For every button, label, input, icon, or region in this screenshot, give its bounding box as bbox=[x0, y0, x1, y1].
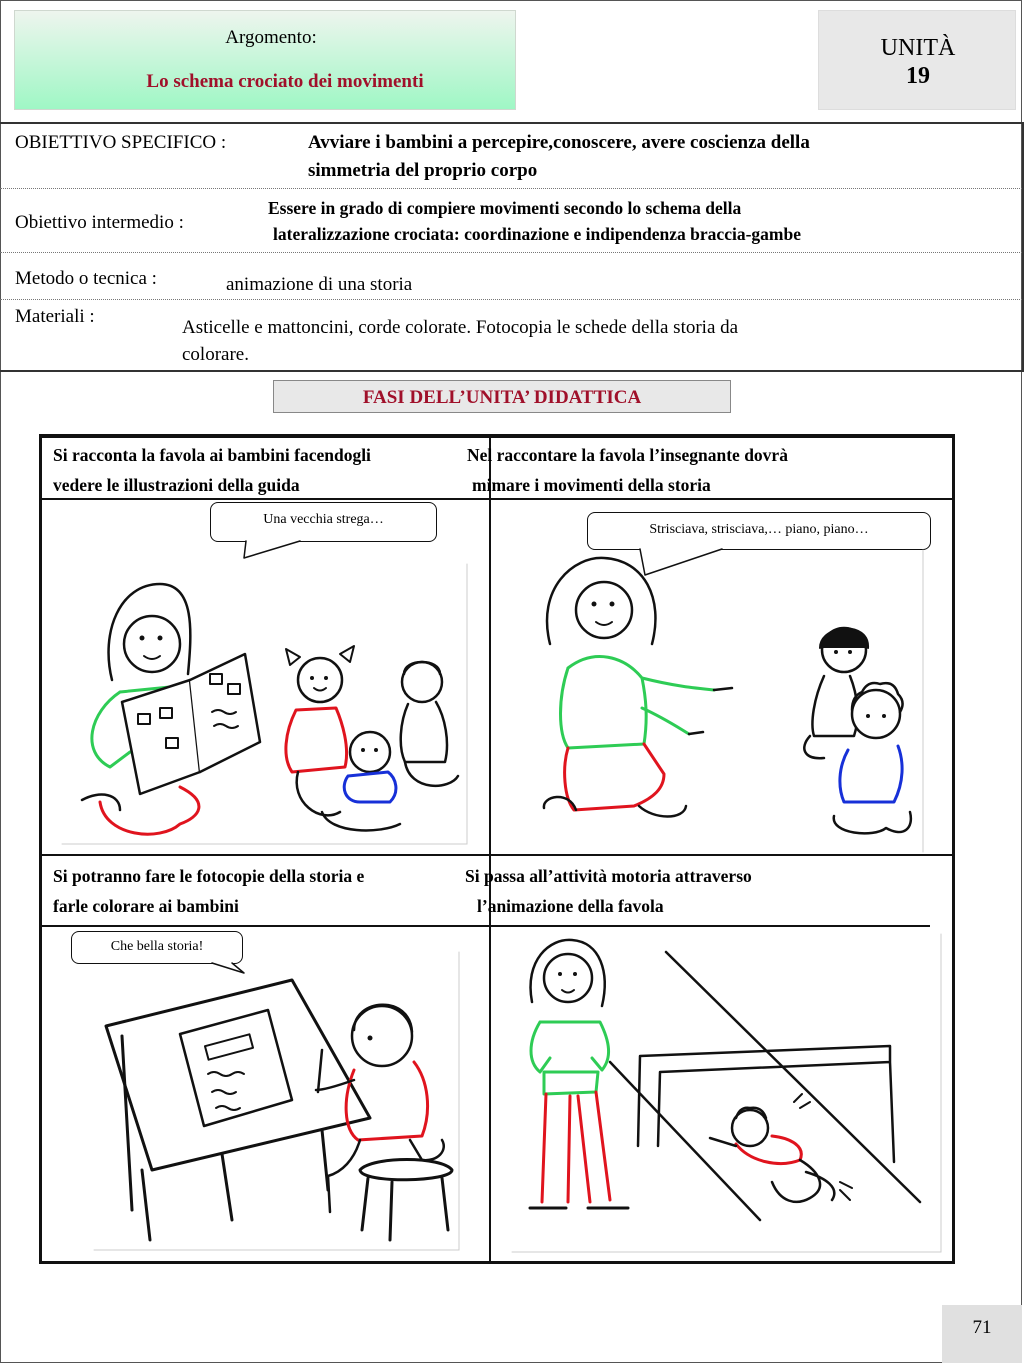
panel4-caption-line1: Si passa all’attività motoria attraverso bbox=[465, 866, 752, 886]
unit-label: UNITÀ bbox=[880, 35, 956, 61]
panel1-caption-line2: vedere le illustrazioni della guida bbox=[53, 475, 300, 495]
materials-line2: colorare. bbox=[182, 344, 249, 365]
topic-title: Lo schema crociato dei movimenti bbox=[146, 71, 424, 92]
row-divider bbox=[0, 252, 1022, 253]
unit-number: 19 bbox=[906, 63, 930, 89]
grid-middle-divider bbox=[40, 854, 952, 856]
row-divider bbox=[0, 188, 1022, 189]
illustration-teacher-reading bbox=[60, 562, 470, 846]
phases-title: FASI DELL’UNITA’ DIDATTICA bbox=[273, 380, 731, 413]
illustration-child-colouring bbox=[92, 950, 462, 1252]
materials-label: Materiali : bbox=[15, 306, 95, 327]
method-value: animazione di una storia bbox=[226, 274, 413, 295]
specific-objective-line2: simmetria del proprio corpo bbox=[308, 160, 538, 181]
specific-objective-line1: Avviare i bambini a percepire,conoscere, avere coscienza della bbox=[308, 132, 810, 153]
specific-objective-label: OBIETTIVO SPECIFICO : bbox=[15, 132, 227, 153]
unit-box bbox=[818, 10, 1016, 110]
intermediate-objective-line2: lateralizzazione crociata: coordinazione e indipendenza braccia-gambe bbox=[273, 224, 801, 244]
row-divider bbox=[0, 299, 1022, 300]
intermediate-objective-line1: Essere in grado di compiere movimenti secondo lo schema della bbox=[268, 198, 742, 218]
grid-caption-divider bbox=[40, 498, 952, 500]
topic-box bbox=[14, 10, 516, 110]
illustration-teacher-miming bbox=[514, 548, 926, 854]
panel2-caption-line2: mimare i movimenti della storia bbox=[472, 475, 711, 495]
speech-bubble-panel3: Che bella storia! bbox=[71, 931, 243, 964]
grid-vertical-divider bbox=[489, 436, 491, 1262]
speech-bubble-panel2: Strisciava, strisciava,… piano, piano… bbox=[587, 512, 931, 550]
materials-line1: Asticelle e mattoncini, corde colorate. Fotocopia le schede della storia da bbox=[182, 317, 739, 338]
panel3-caption-line2: farle colorare ai bambini bbox=[53, 896, 239, 916]
page-number: 71 bbox=[972, 1317, 992, 1338]
speech-bubble-panel1: Una vecchia strega… bbox=[210, 502, 437, 542]
panel3-caption-line1: Si potranno fare le fotocopie della storia e bbox=[53, 866, 365, 886]
intermediate-objective-label: Obiettivo intermedio : bbox=[15, 212, 184, 233]
topic-label: Argomento: bbox=[225, 27, 317, 48]
panel4-caption-line2: l’animazione della favola bbox=[477, 896, 664, 916]
speech-tail-icon bbox=[0, 0, 1, 1]
panel1-caption-line1: Si racconta la favola ai bambini facendogli bbox=[53, 445, 371, 465]
grid-caption-divider bbox=[40, 925, 930, 927]
panel2-caption-line1: Nel raccontare la favola l’insegnante dovrà bbox=[467, 445, 788, 465]
illustration-crawling-activity bbox=[510, 932, 944, 1254]
method-label: Metodo o tecnica : bbox=[15, 268, 157, 289]
